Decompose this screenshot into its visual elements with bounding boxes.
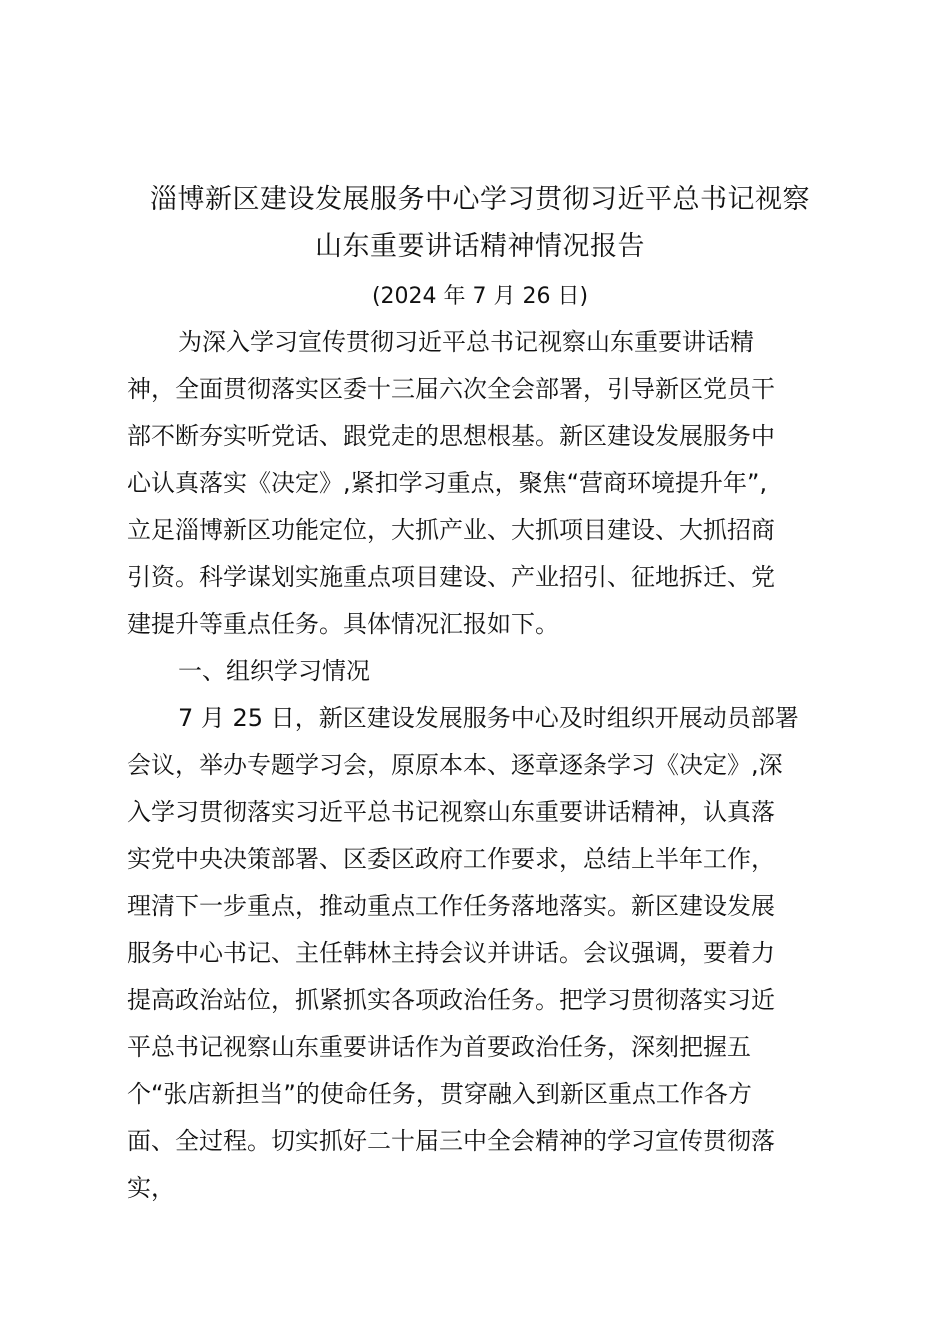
paragraph-line: 部不断夯实听党话、跟党走的思想根基。新区建设发展服务中 bbox=[127, 422, 775, 450]
paragraph-line: 7 月 25 日，新区建设发展服务中心及时组织开展动员部署 bbox=[178, 704, 799, 732]
document-date: (2024 年 7 月 26 日) bbox=[371, 284, 589, 309]
paragraph-line: 提高政治站位，抓紧抓实各项政治任务。把学习贯彻落实习近 bbox=[127, 986, 775, 1014]
paragraph-line: 服务中心书记、主任韩林主持会议并讲话。会议强调，要着力 bbox=[127, 939, 775, 967]
paragraph-line: 实， bbox=[127, 1174, 175, 1202]
paragraph-line: 建提升等重点任务。具体情况汇报如下。 bbox=[127, 610, 559, 638]
paragraph-line: 平总书记视察山东重要讲话作为首要政治任务，深刻把握五 bbox=[127, 1033, 751, 1061]
paragraph-line: 为深入学习宣传贯彻习近平总书记视察山东重要讲话精 bbox=[178, 328, 754, 356]
paragraph-line: 会议，举办专题学习会，原原本本、逐章逐条学习《决定》,深 bbox=[127, 751, 783, 779]
paragraph-line: 立足淄博新区功能定位，大抓产业、大抓项目建设、大抓招商 bbox=[127, 516, 775, 544]
paragraph-line: 个“张店新担当”的使命任务，贯穿融入到新区重点工作各方 bbox=[127, 1080, 752, 1108]
paragraph-line: 入学习贯彻落实习近平总书记视察山东重要讲话精神，认真落 bbox=[127, 798, 775, 826]
document-title-line-2: 山东重要讲话精神情况报告 bbox=[315, 231, 645, 262]
paragraph-line: 面、全过程。切实抓好二十届三中全会精神的学习宣传贯彻落 bbox=[127, 1127, 775, 1155]
paragraph-line: 神，全面贯彻落实区委十三届六次全会部署，引导新区党员干 bbox=[127, 375, 775, 403]
document-title-line-1: 淄博新区建设发展服务中心学习贯彻习近平总书记视察 bbox=[150, 184, 810, 215]
paragraph-line: 心认真落实《决定》,紧扣学习重点，聚焦“营商环境提升年”, bbox=[127, 469, 768, 497]
section-heading: 一、组织学习情况 bbox=[178, 657, 370, 685]
paragraph-line: 引资。科学谋划实施重点项目建设、产业招引、征地拆迁、党 bbox=[127, 563, 775, 591]
paragraph-line: 理清下一步重点，推动重点工作任务落地落实。新区建设发展 bbox=[127, 892, 775, 920]
paragraph-line: 实党中央决策部署、区委区政府工作要求，总结上半年工作， bbox=[127, 845, 775, 873]
